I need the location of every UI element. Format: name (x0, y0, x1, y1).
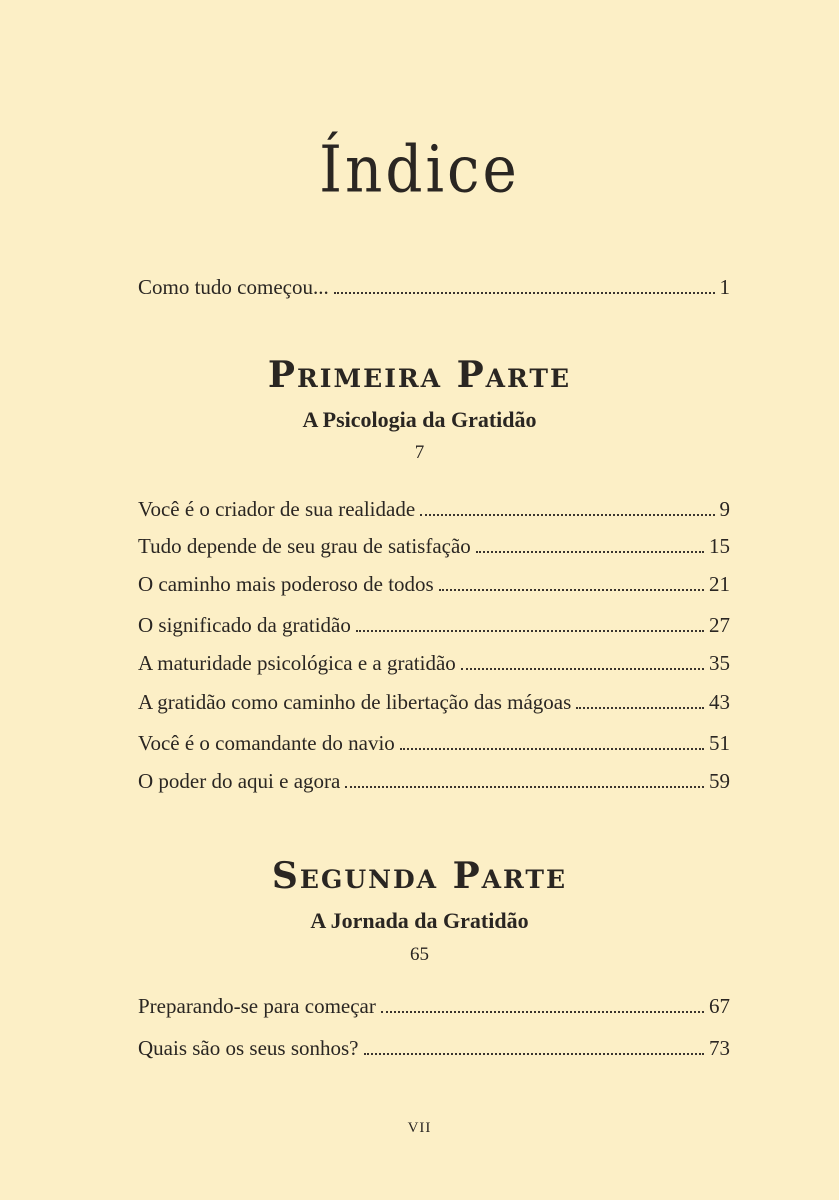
toc-entry-title: Tudo depende de seu grau de satisfação (138, 534, 471, 558)
toc-entry-page: 15 (709, 534, 730, 558)
dot-leader (400, 747, 704, 750)
toc-entry-title: Como tudo começou... (138, 275, 329, 299)
toc-entry-page: 1 (719, 275, 730, 299)
toc-entry-page: 9 (719, 497, 730, 521)
toc-entry-page: 27 (709, 613, 730, 637)
toc-entry[interactable] (138, 987, 730, 1017)
toc-entry[interactable] (138, 683, 730, 713)
toc-entry-page: 21 (709, 572, 730, 596)
part-subtitle-1: A Psicologia da Gratidão (302, 407, 537, 432)
toc-entry-title: Você é o comandante do navio (138, 731, 395, 755)
dot-leader (345, 785, 704, 788)
toc-entry[interactable] (138, 565, 730, 595)
toc-entry[interactable] (138, 606, 730, 636)
page-title: Índice (319, 130, 520, 208)
toc-entry-page: 67 (709, 994, 730, 1018)
toc-entry-title: Preparando-se para começar (138, 994, 376, 1018)
toc-entry-page: 51 (709, 731, 730, 755)
toc-entry-page: 59 (709, 769, 730, 793)
toc-entry[interactable] (138, 644, 730, 674)
toc-entry-title: Quais são os seus sonhos? (138, 1036, 359, 1060)
dot-leader (334, 291, 715, 294)
dot-leader (461, 667, 704, 670)
part-page-1: 7 (414, 442, 425, 463)
dot-leader (356, 629, 704, 632)
part-heading-2: Segunda Parte (271, 855, 568, 897)
toc-entry-title: O significado da gratidão (138, 613, 351, 637)
toc-entry-title: A maturidade psicológica e a gratidão (138, 651, 456, 675)
part-heading-1: Primeira Parte (267, 354, 572, 396)
toc-entry-title: A gratidão como caminho de libertação das mágoas (138, 690, 572, 714)
toc-entry[interactable] (138, 527, 730, 557)
toc-entry-intro[interactable] (138, 268, 730, 298)
toc-entry[interactable] (138, 1029, 730, 1059)
dot-leader (364, 1052, 705, 1055)
dot-leader (420, 513, 714, 516)
toc-entry[interactable] (138, 490, 730, 520)
dot-leader (439, 588, 704, 591)
dot-leader (381, 1010, 704, 1013)
toc-entry[interactable] (138, 762, 730, 792)
toc-entry-title: O caminho mais poderoso de todos (138, 572, 434, 596)
toc-entry-page: 73 (709, 1036, 730, 1060)
dot-leader (576, 706, 704, 709)
toc-entry-title: O poder do aqui e agora (138, 769, 341, 793)
toc-entry-page: 43 (709, 690, 730, 714)
toc-entry-page: 35 (709, 651, 730, 675)
part-subtitle-2: A Jornada da Gratidão (310, 908, 529, 933)
toc-entry-title: Você é o criador de sua realidade (138, 497, 416, 521)
folio-page-number: VII (407, 1120, 432, 1136)
dot-leader (476, 550, 704, 553)
toc-entry[interactable] (138, 724, 730, 754)
part-page-2: 65 (410, 944, 429, 965)
